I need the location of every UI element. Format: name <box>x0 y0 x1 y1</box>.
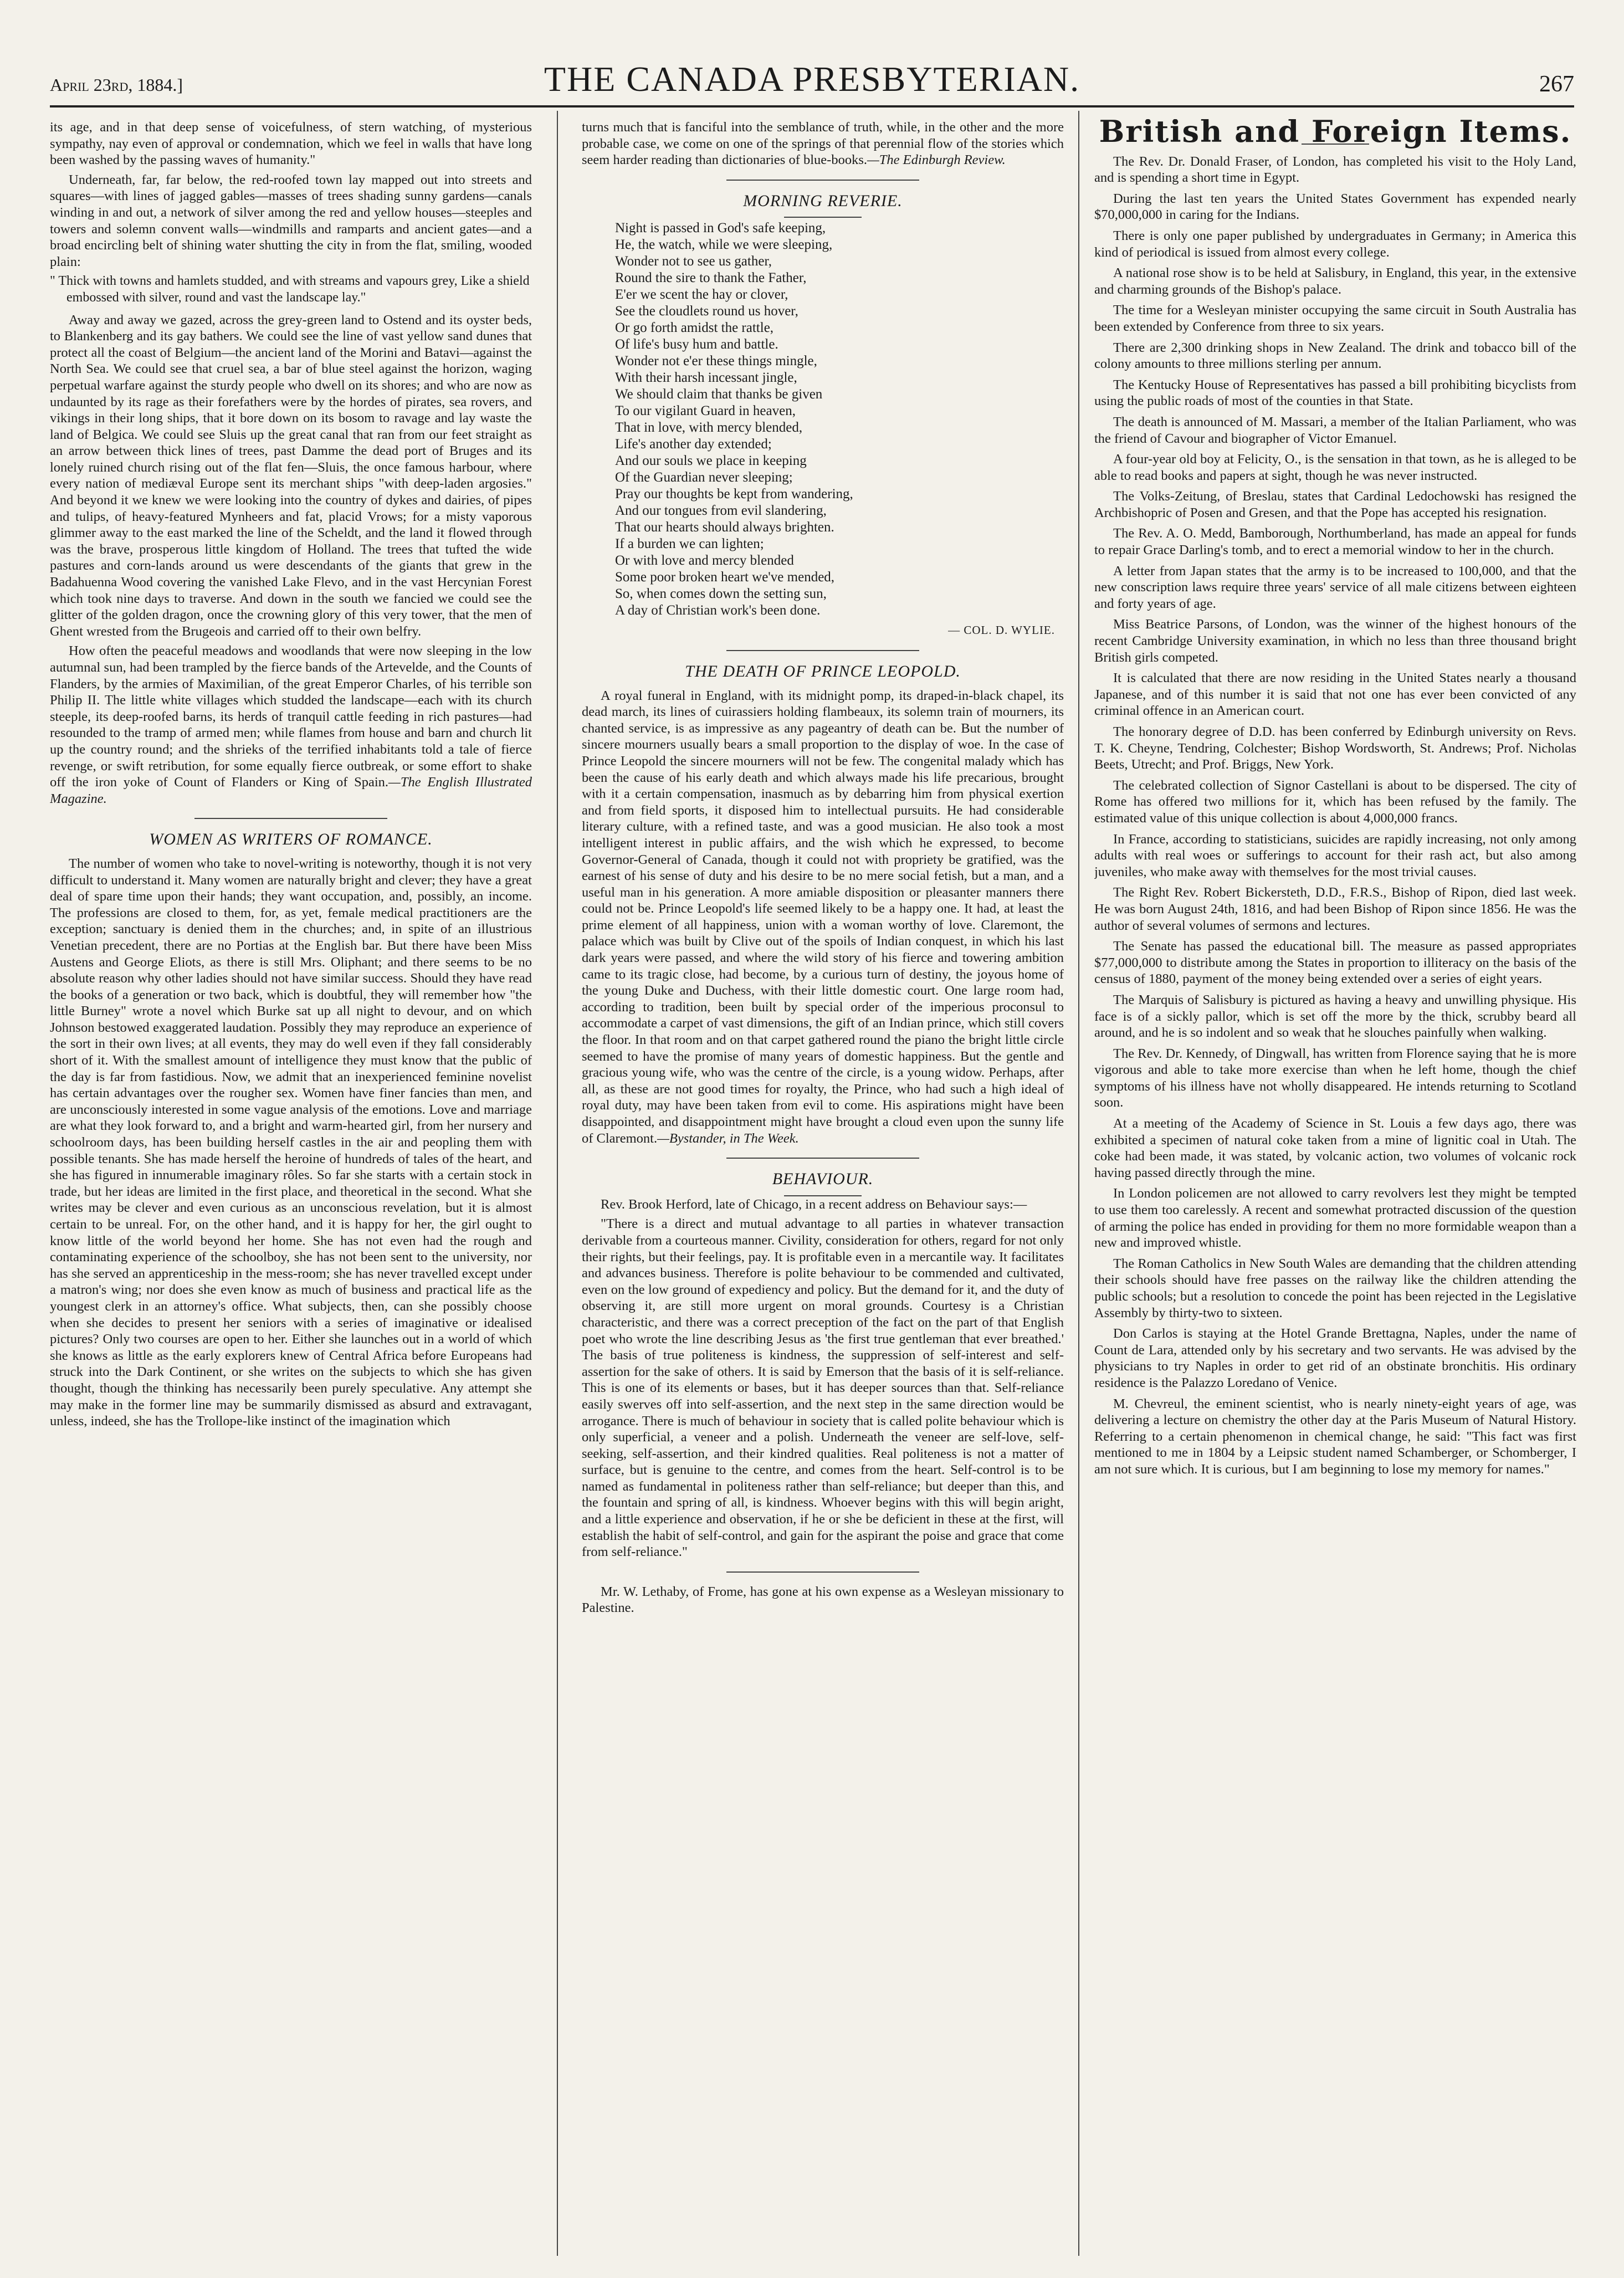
section-separator <box>726 1571 919 1573</box>
column-1 <box>50 119 532 2256</box>
article-paragraph: Underneath, far, far below, the red-roofed town lay mapped out into streets and squares—with lines of jagged gables—masses of trees shading sunny gardens—canals winding in and out, a network of silver among the red and yellow houses—steeples and towers and solemn convent walls—windmills and ramparts and ancient gates—and a broad encircling belt of shining water shutting the city in from the flat, smiling, wooded plain: <box>50 172 532 269</box>
section-heading-morning-reverie: MORNING REVERIE. <box>743 191 903 210</box>
news-item: The Kentucky House of Representatives has passed a bill prohibiting bicyclists from using the public roads of most of the counties in that State. <box>1094 377 1576 409</box>
section-heading-british-foreign-items: British and Foreign Items. <box>1099 119 1572 149</box>
poem-line: Some poor broken heart we've mended, <box>615 570 835 585</box>
news-item: A national rose show is to be held at Salisbury, in England, this year, in the extensive and charming grounds of the Bishop's palace. <box>1094 265 1576 297</box>
poem-line: So, when comes down the setting sun, <box>615 586 827 602</box>
news-item: The Rev. A. O. Medd, Bamborough, Northumberland, has made an appeal for funds to repair Grace Darling's tomb, and to erect a memorial window to her in the church. <box>1094 526 1576 558</box>
section-separator <box>726 650 919 651</box>
article-paragraph: The number of women who take to novel-writing is noteworthy, though it is not very difficult to understand it. Many women are naturally bright and clever; they have a great deal of spare time upon their hands; they want occupation, and, possibly, an income. The professions are closed to them, for, as yet, female medical practitioners are the exception; sanctuary is denied them in the churches; and, in spite of an illustrious Venetian precedent, there are no Portias at the English bar. But there have been Miss Austens and George Eliots, as there is still Mrs. Oliphant; and there seems to be no absolute reason why other ladies should not have similar success. Should they have read the books of a generation or two back, which is doubtful, they will remember how "the little Burney" wrote a novel which Burke sat up all night to devour, and on which Johnson bestowed exaggerated laudation. Possibly they may reproduce an experience of the sort in their own lives; at all events, they may do well even if they fall considerably short of it. With the smallest amount of intelligence they must know that the public of the day is far from fastidious. Now, we admit that an inexperienced feminine novelist has certain advantages over the rougher sex. Women have finer fancies than men, and are unconsciously interested in some vague analysis of the emotions. Love and marriage are what they look forward to, and a bright and warm-hearted girl, from her nursery and schoolroom days, has been building herself castles in the air and peopling them with possible tenants. She has made herself the heroine of hundreds of tales of the heart, and she has figured in innumerable imaginary rôles. So far she starts with a certain stock in trade, but her ideas are limited in the first place, and theoretical in the second. What she writes may be clever and even curious as an unconscious revelation, but it is almost certain to be unreal. For, on the other hand, and it is happy for her, the girl ought to know little of the world beyond her home. She has not even had the rough and contaminating experience of the schoolboy, she has not been sent to the university, nor has she served an apprenticeship in the mess-room; she has never travelled except under a matron's wing; nor does she even know as much of business and practical life as the youngest clerk in an attorney's office. What subjects, then, can she possibly choose when she decides to present her seniors with a series of imaginative or idealised pictures? Only two courses are open to her. Either she launches out in a world of which she knows as little as the early explorers knew of Central Africa before Europeans had struck into the Dark Continent, or she writes on the subjects to which she has given thought, though the thinking has necessarily been purely speculative. Any attempt she may make in the former line may be summarily dismissed as absurd and extravagant, unless, indeed, she has the Trollope-like instinct of the imagination which <box>50 856 532 1429</box>
newspaper-title: THE CANADA PRESBYTERIAN. <box>544 59 1080 99</box>
column-rule <box>1078 111 1079 2256</box>
poem-line: Round the sire to thank the Father, <box>615 270 807 286</box>
news-item: In France, according to statisticians, suicides are rapidly increasing, not only among adults with real woes or sufferings to account for their rash act, but also among juveniles, who make away with themselves for the most trivial causes. <box>1094 831 1576 879</box>
article-paragraph: Rev. Brook Herford, late of Chicago, in a recent address on Behaviour says:— <box>601 1196 1027 1212</box>
poem-line: That in love, with mercy blended, <box>615 420 803 436</box>
news-item: During the last ten years the United States Government has expended nearly $70,000,000 in caring for the Indians. <box>1094 191 1576 223</box>
poem-line: Or go forth amidst the rattle, <box>615 320 774 336</box>
poem-line: With their harsh incessant jingle, <box>615 370 797 386</box>
paragraph-text: A royal funeral in England, with its midnight pomp, its draped-in-black chapel, its dead march, its lines of cuirassiers holding flambeaux, its solemn train of mourners, its chanted service, is as impressive as any pageantry of death can be. But the number of sincere mourners usually bears a small proportion to the display of woe. In the case of Prince Leopold the sincere mourners will not be few. The congenital malady which has been the cause of his early death and which always made his life precarious, brought with it a certain compensation, inasmuch as by debarring him from physical exertion and from field sports, it disposed him to intellectual pursuits. He had considerable literary culture, with a refined taste, and was a good musician. He also took a most intelligent interest in public affairs, and the wish which he expressed, to become Governor-General of Canada, though it could not with propriety be gratified, was the earnest of his sense of duty and his desire to be no mere social fetish, but a man, and a useful man in his generation. A more amiable disposition or pleasanter manners there could not be. Prince Leopold's life seemed likely to be a happy one. It had, at least the prime element of all happiness, union with a woman worthy of love. Claremont, the palace which was built by Clive out of the spoils of Indian conquest, in which his last dark years were passed, and where the wild story of his fierce and towering ambition came to its tragic close, had become, by a curious turn of destiny, the joyous home of the young Duke and Duchess, with their little domestic court. One large room had, according to tradition, been built by special order of the imperious proconsul to accommodate a carpet of vast dimensions, the gift of an Indian prince, which still covers the floor. In that room and on that carpet gathered round the piano the bright little circle seemed to have the promise of many years of domestic happiness. But the gentle and gracious young wife, who was the centre of the circle, is a young widow. Perhaps, after all, as these are not good times for royalty, the Prince, who had such a high ideal of royal duty, may have been taken from evil to come. His aspirations might have been disappointed, and disappointment might have brought a cloud even upon the sunny life of Claremont. <box>582 688 1064 1146</box>
poem-line: If a burden we can lighten; <box>615 536 764 552</box>
column-rule <box>557 111 558 2256</box>
poem-line: He, the watch, while we were sleeping, <box>615 237 833 253</box>
news-item: The Volks-Zeitung, of Breslau, states that Cardinal Ledochowski has resigned the Archbishopric of Posen and Gresen, and that the Pope has accepted his resignation. <box>1094 489 1576 520</box>
news-item: The honorary degree of D.D. has been conferred by Edinburgh university on Revs. T. K. Cheyne, Tendring, Colchester; Bishop Wordsworth, St. Andrews; Prof. Nicholas Beets, Utrecht; and Prof. Briggs, New York. <box>1094 724 1576 772</box>
page-number: 267 <box>1539 71 1574 97</box>
news-item: M. Chevreul, the eminent scientist, who is nearly ninety-eight years of age, was delivering a lecture on chemistry the other day at the Paris Museum of Natural History. Referring to a certain phenomenon in chemical change, he said: "This fact was first mentioned to me in 1804 by a Leipsic student named Schamberger, or Schomberger, I am not sure which. It is curious, but I am beginning to lose my memory for names." <box>1094 1396 1576 1477</box>
poem <box>615 220 1064 619</box>
poem-line: Of life's busy hum and battle. <box>615 337 778 352</box>
poem-line: Of the Guardian never sleeping; <box>615 470 793 485</box>
poem-line: Wonder not to see us gather, <box>615 254 772 269</box>
news-item: The Roman Catholics in New South Wales are demanding that the children attending their schools should have free passes on the railway like the children attending the public schools; but a resolution to concede the point has been rejected in the Legislative Assembly by thirty-two to sixteen. <box>1094 1256 1576 1320</box>
news-item: The Right Rev. Robert Bickersteth, D.D., F.R.S., Bishop of Ripon, died last week. He was born August 24th, 1816, and had been Bishop of Ripon since 1856. He was the author of several volumes of sermons and lectures. <box>1094 885 1576 933</box>
poem-line: That our hearts should always brighten. <box>615 520 834 535</box>
poem-line: We should claim that thanks be given <box>615 387 823 402</box>
news-item: Don Carlos is staying at the Hotel Grande Brettagna, Naples, under the name of Count de Lara, attended only by his secretary and two servants. He was advised by the physicians to try Naples in order to get rid of an obstinate bronchitis. His ordinary residence is the Palazzo Loredano of Venice. <box>1094 1326 1576 1390</box>
issue-date: April 23rd, 1884.] <box>50 75 183 95</box>
article-paragraph: Away and away we gazed, across the grey-green land to Ostend and its oyster beds, to Blankenberg and its gay bathers. We could see the line of vast yellow sand dunes that protect all the coast of Belgium—the ancient land of the Morini and Batavi—against the North Sea. We could see that cruel sea, a bar of blue steel against the horizon, waging perpetual warfare against the sturdy people who dwell on its shores; and who are now as undaunted by its rage as their forefathers were by the hordes of pirates, sea rovers, and vikings in their long ships, that it bore down on its bosom to ravage and lay waste the land of Belgica. We could see Sluis up the great canal that ran from our feet straight as an arrow between thick lines of trees, past Damme the dead port of Bruges and its lonely ruined church rising out of the flat fen—Sluis, the once famous harbour, where every nation of mediæval Europe sent its merchant ships "with deep-laden argosies." And beyond it we knew we were looking into the country of dykes and dairies, of pipes and tulips, of heavy-featured Mynheers and fat, placid Vrows; for a misty vaporous glimmer away to the east marked the line of the Scheldt, and the land it flowed through was the brave, prosperous little kingdom of Holland. The trees that tufted the wide pastures and corn-lands around us were descendants of the giants that grew in the Badahuenna Wood covering the vanished Lake Flevo, and in the vast Hercynian Forest which took nine days to traverse. And down in the south we fancied we could see the glitter of the golden dragon, once the crowning glory of this very tower, that the men of Ghent wrested from the Brugeois and carried off to their own belfry. <box>50 312 532 639</box>
news-item: There is only one paper published by undergraduates in Germany; in America this kind of periodical is issued from almost every college. <box>1094 228 1576 260</box>
section-separator <box>194 818 387 819</box>
poem-line: And our tongues from evil slandering, <box>615 503 827 519</box>
poem-line: E'er we scent the hay or clover, <box>615 287 788 303</box>
poem-line: A day of Christian work's been done. <box>615 603 821 618</box>
news-item: It is calculated that there are now residing in the United States nearly a thousand Japanese, and of this number it is said that not one has ever been convicted of any criminal offence in an American court. <box>1094 670 1576 719</box>
article-paragraph: "There is a direct and mutual advantage to all parties in whatever transaction derivable from a courteous manner. Civility, consideration for others, regard for not only their rights, but their feelings, pay. It is profitable even in a mercantile way. It facilitates and advances business. Therefore is polite behaviour to be commended and cultivated, even on the low ground of expediency and policy. But the demand for it, and the duty of observing it, are still more urgent on moral grounds. Courtesy is a Christian characteristic, and there was a correct preception of the fact on the part of that English poet who wrote the line describing Jesus as 'the first true gentleman that ever breathed.' The basis of true politeness is kindness, the suppression of self-interest and self-assertion for the sake of others. It is said by Emerson that the basis of it is self-reliance. This is one of its elements or bases, but it has deeper sources than that. Self-reliance easily swerves off into self-assertion, and the next step in the same direction would be arrogance. There is much of behaviour in society that is called polite behaviour which is only superficial, a veneer and a polish. Underneath the veneer are self-love, self-seeking, self-assertion, and their kindred qualities. Real politeness is not a matter of surface, but is genuine to the centre, and comes from the heart. Self-control is to be named as fundamental in politeness rather than self-reliance; but deeper than this, and the fountain and spring of all, is kindness. Whoever begins with this will begin aright, and a little experience and observation, if he or she be deficient in these at the first, will establish the habit of self-control, and gain for the aspirant the poise and grace that come from self-reliance." <box>582 1216 1064 1560</box>
section-separator <box>726 1158 919 1159</box>
article-paragraph <box>50 643 532 807</box>
article-paragraph <box>582 688 1064 1147</box>
masthead <box>50 44 1574 107</box>
news-item: The Marquis of Salisbury is pictured as having a heavy and unwilling physique. His face is of a sickly pallor, which is set off the more by the thick, scrubby beard all around, and he is so indolent and so weak that he slouches painfully when walking. <box>1094 992 1576 1041</box>
news-item: The death is announced of M. Massari, a member of the Italian Parliament, who was the friend of Cavour and biographer of Victor Emanuel. <box>1094 414 1576 446</box>
poem-line: Or with love and mercy blended <box>615 553 794 569</box>
news-item: The celebrated collection of Signor Castellani is about to be dispersed. The city of Rome has offered two millions for it, which has been refused by the family. The estimated value of this unique collection is about 4,000,000 francs. <box>1094 777 1576 826</box>
paragraph-text: turns much that is fanciful into the semblance of truth, while, in the other and the more probable case, we come on one of the springs of that perennial flow of the stories which seem harder reading than dictionaries of blue-books. <box>582 120 1064 168</box>
verse-quote: " Thick with towns and hamlets studded, and with streams and vapours grey, Like a shield embossed with silver, round and vast the landscape lay." <box>50 274 530 305</box>
poem-line: Pray our thoughts be kept from wandering, <box>615 487 853 502</box>
section-heading-women-writers: WOMEN AS WRITERS OF ROMANCE. <box>149 830 433 849</box>
poem-line: Night is passed in God's safe keeping, <box>615 221 826 236</box>
article-source: —Bystander, in The Week. <box>657 1130 799 1146</box>
poem-line: And our souls we place in keeping <box>615 453 807 469</box>
heading-underline <box>784 217 861 218</box>
column-3 <box>1094 119 1576 2256</box>
poem-line: Life's another day extended; <box>615 437 772 452</box>
section-separator <box>726 180 919 181</box>
section-heading-behaviour: BEHAVIOUR. <box>772 1170 874 1189</box>
column-2 <box>582 119 1064 2256</box>
paragraph-text: How often the peaceful meadows and woodlands that were now sleeping in the low autumnal sun, had been trampled by the fierce bands of the Artevelde, and the Counts of Flanders, by the armies of Maximilian, of the great Emperor Charles, of his terrible son Philip II. The little white villages which studded the landscape—each with its church steeple, its deep-roofed barns, its herds of tranquil cattle feeding in rich pastures—had resounded to the tramp of armed men; while flames from house and barn and church lit up the country round; and the shrieks of the terrified inhabitants told a tale of fierce revenge, or swift retribution, for some equally fierce outbreak, or some effort to shake off the iron yoke of Count of Flanders or King of Spain. <box>50 643 532 790</box>
article-paragraph: Mr. W. Lethaby, of Frome, has gone at his own expense as a Wesleyan missionary to Palestine. <box>582 1584 1064 1616</box>
article-paragraph <box>582 119 1064 168</box>
news-item: There are 2,300 drinking shops in New Zealand. The drink and tobacco bill of the colony amounts to three millions sterling per annum. <box>1094 340 1576 372</box>
news-item: The Rev. Dr. Donald Fraser, of London, has completed his visit to the Holy Land, and is spending a short time in Egypt. <box>1094 153 1576 186</box>
news-item: A letter from Japan states that the army is to be increased to 100,000, and that the new conscription laws require three years' service of all male citizens between eighteen and forty years of age. <box>1094 563 1576 611</box>
article-source: —The Edinburgh Review. <box>867 152 1006 168</box>
news-item: The Senate has passed the educational bill. The measure as passed appropriates $77,000,000 to distribute among the States in proportion to illiteracy on the basis of the census of 1880, payment of the money being extended over a series of eight years. <box>1094 939 1576 987</box>
article-paragraph: its age, and in that deep sense of voicefulness, of stern watching, of mysterious sympathy, nay even of approval or condemnation, which we feel in walls that have long been washed by the passing waves of humanity." <box>50 120 532 168</box>
news-item: The time for a Wesleyan minister occupying the same circuit in South Australia has been extended by Conference from three to six years. <box>1094 303 1576 334</box>
news-item: In London policemen are not allowed to carry revolvers lest they might be tempted to use them too carelessly. A recent and somewhat protracted discussion of the question of arming the police has ended in providing for them no more formidable weapon than a new and improved whistle. <box>1094 1186 1576 1251</box>
article-source: —The English Illustrated Magazine. <box>50 775 532 806</box>
poem-line: Wonder not e'er these things mingle, <box>615 354 817 369</box>
news-item: A four-year old boy at Felicity, O., is the sensation in that town, as he is alleged to be able to read books and papers at sight, though he was never instructed. <box>1094 452 1576 483</box>
poem-author: — COL. D. WYLIE. <box>948 623 1055 637</box>
section-heading-prince-leopold: THE DEATH OF PRINCE LEOPOLD. <box>685 662 961 680</box>
poem-line: See the cloudlets round us hover, <box>615 304 798 319</box>
news-item: At a meeting of the Academy of Science in St. Louis a few days ago, there was exhibited a specimen of natural coke taken from a mine of lignitic coal in Utah. The coke had been made, it was stated, by volcanic action, two volumes of volcanic rock having passed directly through the mine. <box>1094 1116 1576 1180</box>
poem-line: To our vigilant Guard in heaven, <box>615 403 796 419</box>
news-item: Miss Beatrice Parsons, of London, was the winner of the highest honours of the recent Cambridge University examination, in which no less than three thousand bright British girls competed. <box>1094 617 1576 665</box>
news-item: The Rev. Dr. Kennedy, of Dingwall, has written from Florence saying that he is more vigorous and able to take more exercise than when he left home, though the chief symptoms of his illness have not wholly disappeared. He intends returning to Scotland soon. <box>1094 1046 1576 1110</box>
